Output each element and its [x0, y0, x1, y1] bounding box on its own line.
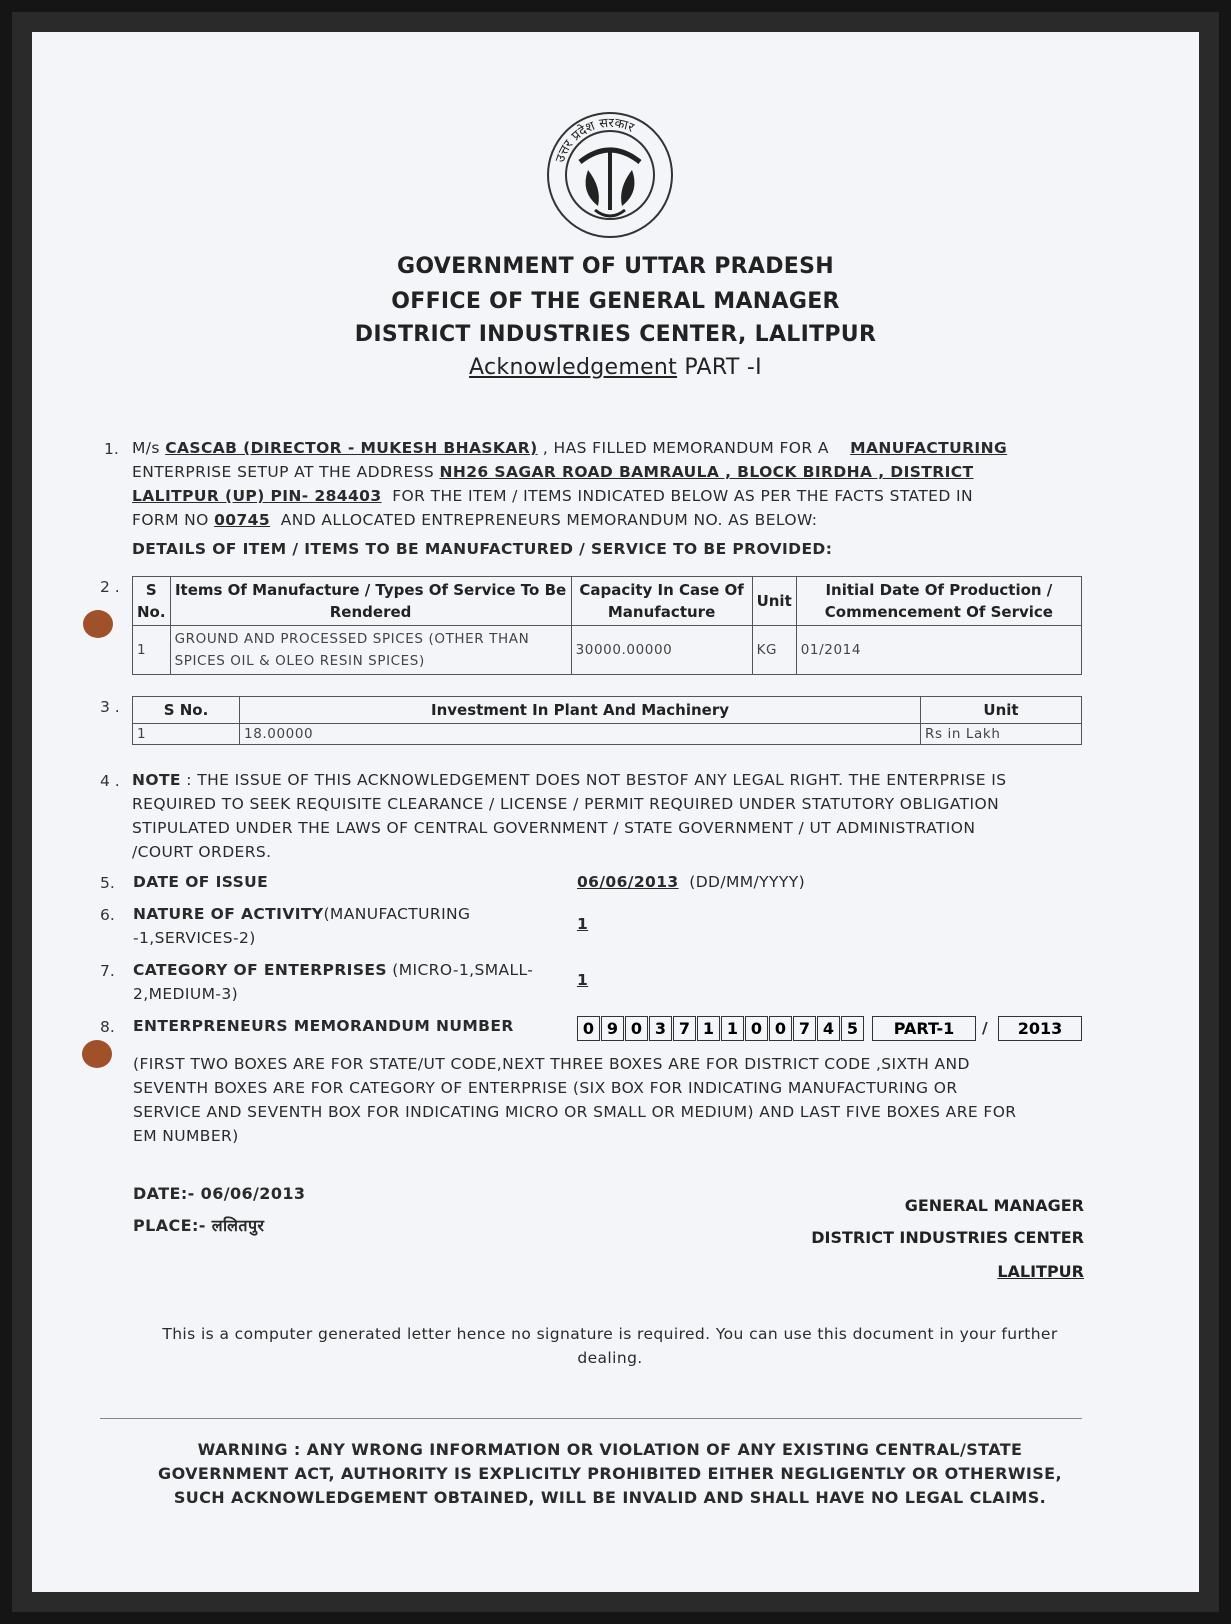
item-1-line-4: [132, 508, 1092, 532]
em-digit-box: 4: [817, 1016, 840, 1041]
header-line-2: OFFICE OF THE GENERAL MANAGER: [391, 289, 840, 314]
category-label: CATEGORY OF ENTERPRISES (MICRO-1,SMALL- 2,MEDIUM-3): [133, 961, 534, 1003]
signatory-title: GENERAL MANAGER: [904, 1196, 1084, 1215]
item-1-text-4: FORM NO: [132, 511, 209, 529]
em-digit-box: 7: [793, 1016, 816, 1041]
item-8-number: 8.: [100, 1018, 115, 1036]
firm-name: CASCAB (DIRECTOR - MUKESH BHASKAR): [165, 439, 538, 457]
nature-of-activity-label: NATURE OF ACTIVITY(MANUFACTURING -1,SERVICES-2): [133, 905, 471, 947]
note-line-4: /COURT ORDERS.: [132, 843, 272, 861]
warning-text: WARNING : ANY WRONG INFORMATION OR VIOLATION OF ANY EXISTING CENTRAL/STATE GOVERNMENT ACT, AUTHORITY IS EXPLICITLY PROHIBITED EITHER NEGLIGENTLY OR OTHERWISE, SUCH ACKNOWLEDGEMENT OBTAINED, WILL BE INVALID AND SHALL HAVE NO LEGAL CLAIMS.: [158, 1440, 1062, 1507]
item-6-number: 6.: [100, 906, 115, 924]
date-of-issue-label: DATE OF ISSUE: [133, 873, 269, 891]
em-digit-box: 5: [841, 1016, 864, 1041]
acknowledgement-title: [0, 355, 1231, 380]
item-2-number: 2 .: [100, 578, 120, 596]
items-table-header: [133, 577, 1082, 626]
em-slash: /: [982, 1019, 989, 1037]
footer-divider: [100, 1418, 1082, 1419]
category-value: 1: [577, 971, 589, 989]
items-table: [132, 576, 1082, 675]
em-digit-box: 0: [769, 1016, 792, 1041]
investment-table-header: [133, 697, 1082, 724]
em-digit-box: 1: [697, 1016, 720, 1041]
item-1-line-3: [132, 484, 1092, 508]
cell-item: GROUND AND PROCESSED SPICES (OTHER THAN SPICES OIL & OLEO RESIN SPICES): [170, 626, 571, 675]
item-4-number: 4 .: [100, 772, 120, 790]
cell-inv-unit: Rs in Lakh: [921, 724, 1082, 745]
header-line-3: DISTRICT INDUSTRIES CENTER, LALITPUR: [354, 322, 877, 347]
ack-part: PART -I: [684, 355, 762, 380]
cell-inv-sno: 1: [133, 724, 240, 745]
header-line-1: GOVERNMENT OF UTTAR PRADESH: [396, 254, 834, 279]
col-items: Items Of Manufacture / Types Of Service To Be Rendered: [170, 577, 571, 626]
item-1-paragraph: [132, 436, 1092, 532]
em-digit-box: 1: [721, 1016, 744, 1041]
footer-date: DATE:- 06/06/2013: [133, 1184, 306, 1203]
note-paragraph: [132, 768, 1092, 864]
ack-word: Acknowledgement: [469, 355, 678, 380]
em-explanation: (FIRST TWO BOXES ARE FOR STATE/UT CODE,NEXT THREE BOXES ARE FOR DISTRICT CODE ,SIXTH AND SEVENTH BOXES ARE FOR CATEGORY OF ENTERPRISE (SIX BOX FOR INDICATING MANUFACTURING OR SERVICE AND SEVENTH BOX FOR INDICATING MICRO OR SMALL OR MEDIUM) AND LAST FIVE BOXES ARE FOR EM NUMBER): [133, 1055, 1017, 1145]
cell-date: 01/2014: [796, 626, 1081, 675]
item-1-line-2: [132, 460, 1092, 484]
computer-generated-note: This is a computer generated letter hence no signature is required. You can use this document in your further dealing.: [162, 1325, 1058, 1367]
col-inv-sno: S No.: [133, 697, 240, 724]
item-5-number: 5.: [100, 874, 115, 892]
col-unit: Unit: [752, 577, 796, 626]
up-government-seal-icon: [540, 110, 680, 240]
item-1-text-2: ENTERPRISE SETUP AT THE ADDRESS: [132, 463, 435, 481]
em-part-box: PART-1: [872, 1016, 976, 1041]
cell-investment: 18.00000: [240, 724, 921, 745]
item-1-text-3: FOR THE ITEM / ITEMS INDICATED BELOW AS PER THE FACTS STATED IN: [392, 487, 974, 505]
em-digit-box: 3: [649, 1016, 672, 1041]
em-digit-box: 0: [745, 1016, 768, 1041]
table-row: [133, 724, 1082, 745]
note-line-2: REQUIRED TO SEEK REQUISITE CLEARANCE / LICENSE / PERMIT REQUIRED UNDER STATUTORY OBLIGATION: [132, 795, 1000, 813]
col-capacity: Capacity In Case Of Manufacture: [571, 577, 752, 626]
item-7-number: 7.: [100, 962, 115, 980]
cell-capacity: 30000.00000: [571, 626, 752, 675]
cell-unit: KG: [752, 626, 796, 675]
nature-of-activity-value: 1: [577, 915, 589, 933]
em-digit-box: 0: [577, 1016, 600, 1041]
item-3-number: 3 .: [100, 698, 120, 716]
item-1-line-1: [132, 436, 1092, 460]
date-of-issue-value: 06/06/2013 (DD/MM/YYYY): [577, 873, 806, 891]
form-number: 00745: [214, 511, 271, 529]
note-line-1: : THE ISSUE OF THIS ACKNOWLEDGEMENT DOES NOT BESTOF ANY LEGAL RIGHT. THE ENTERPRISE IS: [180, 771, 1007, 789]
item-1-text-5: AND ALLOCATED ENTREPRENEURS MEMORANDUM NO. AS BELOW:: [280, 511, 818, 529]
ms-label: M/s: [132, 439, 160, 457]
em-digit-box: 0: [625, 1016, 648, 1041]
address-line-1: NH26 SAGAR ROAD BAMRAULA , BLOCK BIRDHA , DISTRICT: [439, 463, 974, 481]
details-heading: DETAILS OF ITEM / ITEMS TO BE MANUFACTURED / SERVICE TO BE PROVIDED:: [132, 540, 833, 558]
cell-sno: 1: [133, 626, 171, 675]
enterprise-type: MANUFACTURING: [850, 439, 1008, 457]
em-number-label: ENTERPRENEURS MEMORANDUM NUMBER: [133, 1017, 514, 1035]
col-sno: S No.: [133, 577, 171, 626]
investment-table: [132, 696, 1082, 745]
col-inv-unit: Unit: [921, 697, 1082, 724]
svg-text:उत्तर प्रदेश सरकार: उत्तर प्रदेश सरकार: [552, 115, 637, 165]
em-year-box: 2013: [998, 1016, 1082, 1041]
col-date: Initial Date Of Production / Commencement Of Service: [796, 577, 1081, 626]
item-1-number: 1.: [104, 440, 119, 458]
em-digit-box: 9: [601, 1016, 624, 1041]
note-label: NOTE: [132, 771, 181, 789]
note-line-3: STIPULATED UNDER THE LAWS OF CENTRAL GOVERNMENT / STATE GOVERNMENT / UT ADMINISTRATION: [132, 819, 976, 837]
signatory-office: DISTRICT INDUSTRIES CENTER: [811, 1228, 1084, 1247]
footer-place: PLACE:- ललितपुर: [133, 1216, 265, 1235]
address-line-2: LALITPUR (UP) PIN- 284403: [132, 487, 382, 505]
col-investment: Investment In Plant And Machinery: [240, 697, 921, 724]
punch-hole-bottom: [82, 1040, 112, 1068]
item-1-text-1: , HAS FILLED MEMORANDUM FOR A: [542, 439, 829, 457]
signatory-place: LALITPUR: [997, 1262, 1084, 1281]
table-row: [133, 626, 1082, 675]
em-number-boxes: [577, 1016, 865, 1041]
em-digit-box: 7: [673, 1016, 696, 1041]
punch-hole-top: [83, 610, 113, 638]
